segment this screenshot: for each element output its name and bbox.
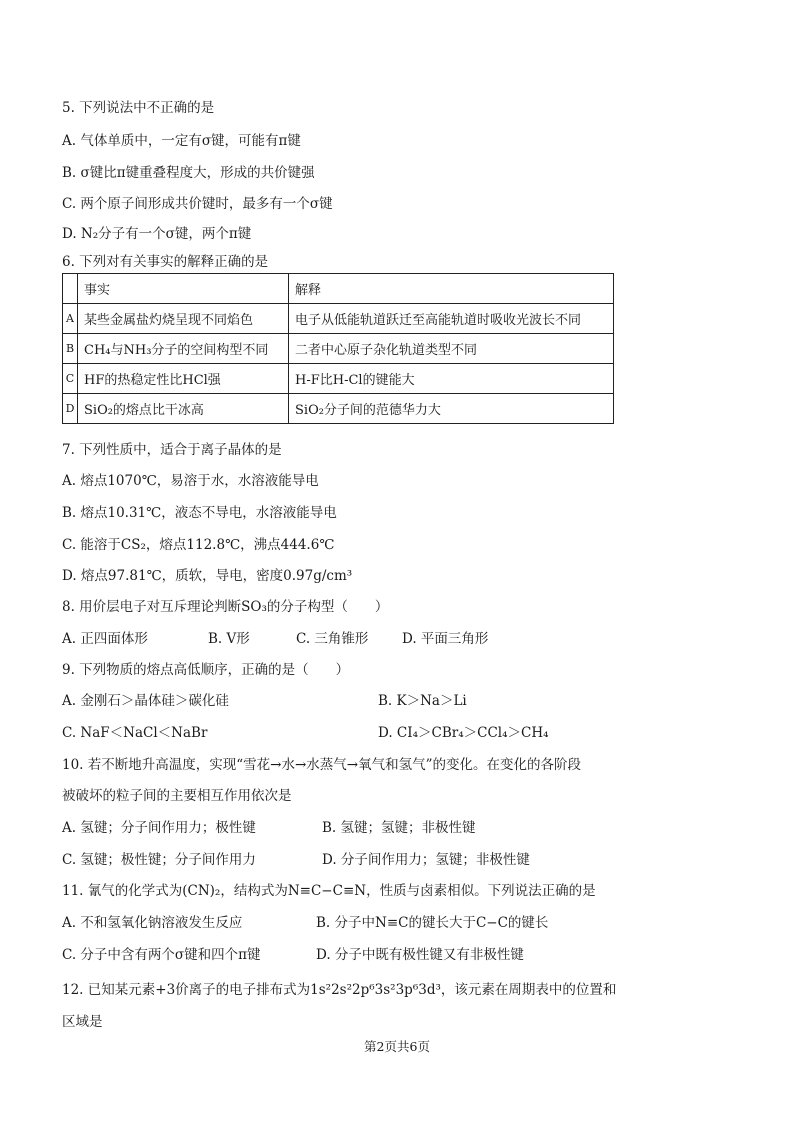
- q9-option-a: A. 金刚石＞晶体硅＞碳化硅: [62, 693, 229, 709]
- table-row: [63, 304, 614, 334]
- table-row: [63, 334, 614, 364]
- q5-stem: 5. 下列说法中不正确的是: [62, 100, 215, 116]
- table-row-fact: HF的热稳定性比HCl强: [78, 364, 289, 394]
- table-row-fact: 某些金属盐灼烧呈现不同焰色: [78, 304, 289, 334]
- q7-option-a: A. 熔点1070℃，易溶于水，水溶液能导电: [62, 473, 319, 489]
- q11-option-b: B. 分子中N≡C的键长大于C−C的键长: [316, 915, 549, 931]
- q10-option-c: C. 氢键；极性键；分子间作用力: [62, 852, 256, 868]
- q6-stem: 6. 下列对有关事实的解释正确的是: [62, 254, 269, 270]
- q9-stem: 9. 下列物质的熔点高低顺序，正确的是（ ）: [62, 662, 350, 678]
- q9-option-b: B. K＞Na＞Li: [378, 693, 467, 709]
- table-row-explain: H-F比H-Cl的键能大: [289, 364, 614, 394]
- table-header-row: [63, 274, 614, 304]
- table-row-fact: CH₄与NH₃分子的空间构型不同: [78, 334, 289, 364]
- q7-option-d: D. 熔点97.81℃，质软，导电，密度0.97g/cm³: [62, 568, 353, 584]
- q7-option-c: C. 能溶于CS₂，熔点112.8℃，沸点444.6℃: [62, 537, 335, 553]
- q7-stem: 7. 下列性质中，适合于离子晶体的是: [62, 442, 282, 458]
- table-row-key: C: [63, 364, 78, 394]
- q11-option-d: D. 分子中既有极性键又有非极性键: [316, 947, 524, 963]
- table-row-key: D: [63, 394, 78, 424]
- q11-option-c: C. 分子中含有两个σ键和四个π键: [62, 947, 261, 963]
- q10-option-a: A. 氢键；分子间作用力；极性键: [62, 820, 256, 836]
- q11-stem: 11. 氰气的化学式为(CN)₂，结构式为N≡C−C≡N，性质与卤素相似。下列说法正确的是: [62, 883, 596, 899]
- table-row: [63, 364, 614, 394]
- q5-option-d: D. N₂分子有一个σ键，两个π键: [62, 226, 252, 242]
- q5-option-a: A. 气体单质中，一定有σ键，可能有π键: [62, 133, 301, 149]
- q10-stem-line1: 10. 若不断地升高温度，实现“雪花→水→水蒸气→氧气和氢气”的变化。在变化的各阶段: [62, 757, 581, 773]
- table-header-explain: 解释: [289, 274, 614, 304]
- table-row-explain: SiO₂分子间的范德华力大: [289, 394, 614, 424]
- q11-option-a: A. 不和氢氧化钠溶液发生反应: [62, 915, 243, 931]
- q8-option-d: D. 平面三角形: [402, 631, 489, 647]
- q7-option-b: B. 熔点10.31℃，液态不导电，水溶液能导电: [62, 505, 337, 521]
- table-cell: [63, 274, 78, 304]
- q10-option-d: D. 分子间作用力；氢键；非极性键: [322, 852, 530, 868]
- table-row-explain: 二者中心原子杂化轨道类型不同: [289, 334, 614, 364]
- q8-stem: 8. 用价层电子对互斥理论判断SO₃的分子构型（ ）: [62, 599, 389, 615]
- q9-option-c: C. NaF＜NaCl＜NaBr: [62, 725, 208, 741]
- q5-option-c: C. 两个原子间形成共价键时，最多有一个σ键: [62, 196, 333, 212]
- q5-option-b: B. σ键比π键重叠程度大，形成的共价键强: [62, 165, 315, 181]
- page-number-footer: 第2页共6页: [364, 1039, 430, 1054]
- table-header-fact: 事实: [78, 274, 289, 304]
- q8-option-b: B. V形: [208, 631, 250, 647]
- q6-table: [62, 273, 614, 424]
- table-row-explain: 电子从低能轨道跃迁至高能轨道时吸收光波长不同: [289, 304, 614, 334]
- q10-option-b: B. 氢键；氢键；非极性键: [322, 820, 476, 836]
- q8-option-c: C. 三角锥形: [296, 631, 369, 647]
- table-row-fact: SiO₂的熔点比干冰高: [78, 394, 289, 424]
- q12-stem-line1: 12. 已知某元素+3价离子的电子排布式为1s²2s²2p⁶3s²3p⁶3d³，该元素在周期表中的位置和: [62, 982, 617, 998]
- table-row-key: A: [63, 304, 78, 334]
- q9-option-d: D. CI₄＞CBr₄＞CCl₄＞CH₄: [378, 725, 549, 741]
- table-row: [63, 394, 614, 424]
- q10-stem-line2: 被破坏的粒子间的主要相互作用依次是: [62, 788, 292, 804]
- table-row-key: B: [63, 334, 78, 364]
- q8-option-a: A. 正四面体形: [62, 631, 148, 647]
- q12-stem-line2: 区域是: [62, 1014, 103, 1030]
